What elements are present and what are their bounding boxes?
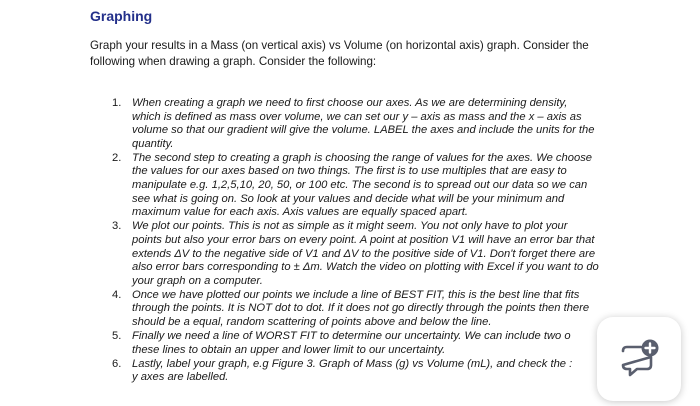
- list-item-text: The second step to creating a graph is choosing the range of values for the axes. We choose the values for our axes based on two things. The first is to use multiples that are easy to manipulate e.g. 1,2,5,10, 20, 50, or 100 etc. The second is to spread out our data so we can see what is going on. So look at your values and decide what will be your minimum and maximum value for each axis. Axis values are equally spaced apart.: [132, 151, 593, 219]
- list-item: [108, 289, 632, 330]
- list-number: 3.: [112, 220, 122, 233]
- list-item: [108, 97, 632, 151]
- steps-list: [108, 97, 632, 385]
- list-item: [108, 358, 632, 385]
- list-number: 1.: [112, 97, 122, 109]
- list-item-text: When creating a graph we need to first choose our axes. As we are determining density, which is defined as mass over volume, we can set our y – axis as mass and the x – axis as volume so that our gradient will give the volume. LABEL the axes and include the units for the quantity.: [132, 97, 595, 150]
- list-number: 2.: [112, 151, 122, 164]
- list-item: [108, 152, 632, 220]
- list-item-text: Once we have plotted our points we include a line of BEST FIT, this is the best line that fits through the points. It is NOT dot to dot. If it does not go directly through the points then there should be a equal, random scattering of points above and below the line.: [132, 288, 590, 328]
- list-item-text: We plot our points. This is not as simple as it might seem. You not only have to plot your points but also your error bars on every point. A point at position V1 will have an error bar that extends ΔV to the negative side of V1 and ΔV to the positive side of V1. Don't forget there are also error bars corresponding to ± Δm. Watch the video on plotting with Excel if you want to do your graph on a computer.: [132, 220, 599, 287]
- chat-add-icon: [617, 337, 661, 381]
- floating-chat-button[interactable]: [597, 317, 681, 401]
- list-number: 4.: [112, 288, 122, 301]
- section-heading: Graphing: [90, 8, 153, 24]
- list-item-text: Lastly, label your graph, e.g Figure 3. Graph of Mass (g) vs Volume (mL), and check the : y axes are labelled.: [132, 357, 573, 384]
- intro-paragraph: Graph your results in a Mass (on vertical axis) vs Volume (on horizontal axis) graph. Consider the following when drawing a graph. Consider the following:: [90, 39, 589, 69]
- list-item: [108, 330, 632, 357]
- list-item-text: Finally we need a line of WORST FIT to determine our uncertainty. We can include two o these lines to obtain an upper and lower limit to our uncertainty.: [132, 330, 571, 356]
- list-number: 5.: [112, 330, 122, 343]
- list-item: [108, 220, 632, 288]
- list-number: 6.: [112, 357, 122, 370]
